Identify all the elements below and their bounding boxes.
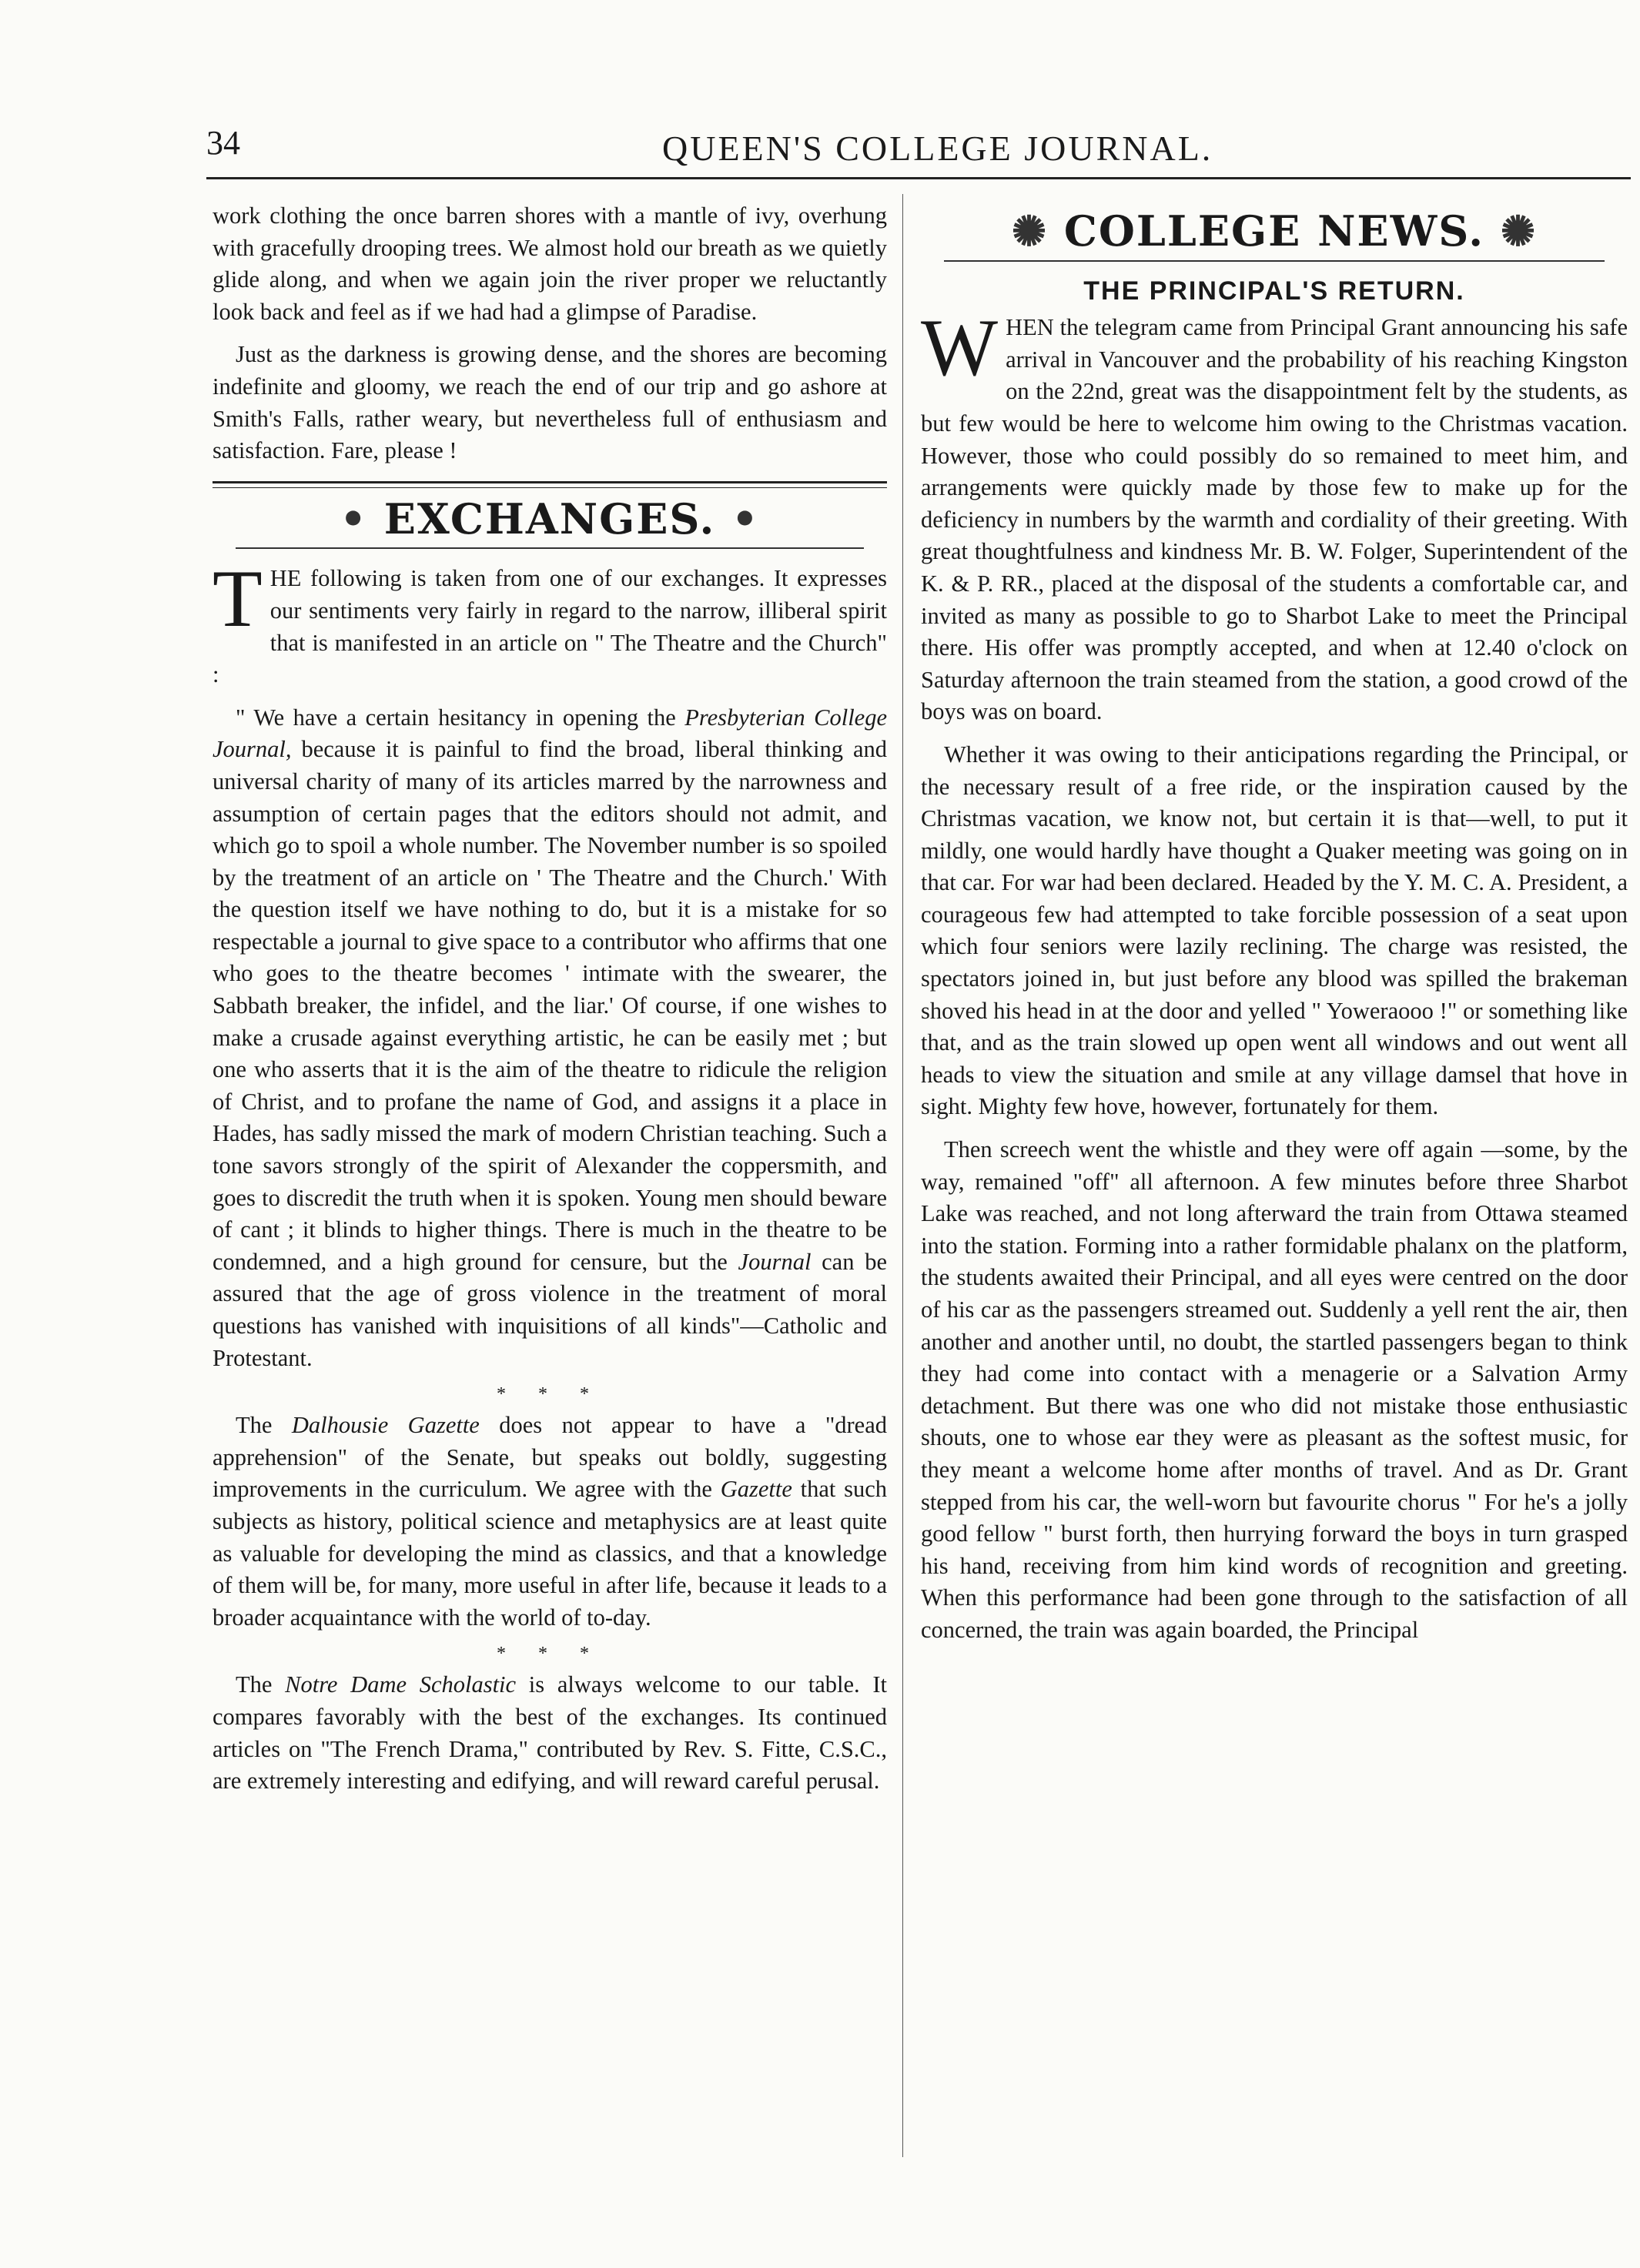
bullet-ornament-icon: •: [340, 493, 368, 544]
exchanges-heading: • EXCHANGES. •: [340, 493, 760, 544]
exchanges-intro: THE following is taken from one of our exchanges. It expresses our sentiments very fairly in regard to the narrow, illiberal spirit that is manifested in an article on " The Theatre and the Church" :: [213, 554, 887, 688]
exchanges-quote: " We have a certain hesitancy in opening the Presbyterian College Journal, because it is painful to find the broad, liberal thinking and universal charity of many of its articles marred by the narrowness and assumption of certain pages that the editors should not admit, and which go to spoil a whole number. The November number is so spoiled by the treatment of an article on ' The Theatre and the Church.' With the question itself we have nothing to do, but it is a mistake for so respectable a journal to give space to a contributor who affirms that one who goes to the theatre becomes ' intimate with the swearer, the Sabbath breaker, the infidel, and the liar.' Of course, if one wishes to make a crusade against everything artistic, he can be easily met ; but one who asserts that it is the aim of the theatre to ridicule the religion of Christ, and to profane the name of God, and assigns it a place in Hades, has sadly missed the mark of modern Christian teaching. Such a tone savors strongly of the spirit of Alexander the coppersmith, and goes to discredit the truth when it is spoken. Young men should beware of cant ; it blinds to higher things. There is much in the theatre to be condemned, and a high ground for censure, but the Journal can be assured that the age of gross violence in the treatment of moral questions has vanished with inquisitions of all kinds"—Catholic and Protestant.: [213, 704, 887, 1371]
header-rule: [206, 177, 1631, 179]
college-news-heading: ✺ COLLEGE NEWS. ✺: [1011, 206, 1538, 256]
bullet-ornament-icon: •: [731, 493, 760, 544]
dalhousie-paragraph: The Dalhousie Gazette does not appear to have a "dread apprehension" of the Senate, but speaks out boldly, suggesting improvements in the curriculum. We agree with the Gazette that such subjects as history, political science and metaphysics are at least quite as valuable for developing the mind as classics, and that a knowledge of them will be, for many, more useful in after life, because it leads to a broader acquaintance with the world of to-day.: [213, 1412, 888, 1631]
travel-paragraph-end: work clothing the once barren shores with a mantle of ivy, overhung with gracefully drooping trees. We almost hold our breath as we quietly glide along, and when we again join the river proper we reluctantly look back and feel as if we had had a glimpse of Paradise.: [213, 202, 887, 325]
asterism: * * *: [497, 1384, 603, 1405]
page-number: 34: [206, 124, 240, 162]
sunburst-ornament-icon: ✺: [1011, 206, 1049, 256]
notre-dame-paragraph: The Notre Dame Scholastic is always welcome to our table. It compares favorably with the best of the exchanges. Its continued articles on "The French Drama," contributed by Rev. S. Fitte, C.S.C., are extremely interesting and edifying, and will reward careful perusal.: [213, 1671, 887, 1795]
heading-rule: [944, 260, 1605, 262]
heading-rule: [236, 547, 864, 549]
asterism: * * *: [497, 1644, 603, 1664]
principal-paragraph-3: Then screech went the whistle and they were off again —some, by the way, remained "off" all afternoon. A few minutes before three Sharbot Lake was reached, and not long afterward the train from Ottawa steamed into the station. Forming into a rather formidable phalanx on the platform, the students awaited their Principal, and all eyes were centred on the door of his car as the passengers streamed out. Suddenly a yell rent the air, then another and another until, no doubt, the startled passengers began to think they had come into contact with a menagerie or a Salvation Army detachment. But there was one who did not mistake those enthusiastic shouts, one to whose ear they were as pleasant as the softest music, for they meant a welcome home after months of travel. And as Dr. Grant stepped from his car, the well-worn but favourite chorus " For he's a jolly good fellow " burst forth, then hurrying forward the boys in turn grasped his hand, receiving from him kind words of recognition and greeting. When this performance had been gone through to the satisfaction of all concerned, the train was again boarded, the Principal: [921, 1136, 1628, 1643]
principal-paragraph-1: WHEN the telegram came from Principal Grant announcing his safe arrival in Vancouver and the probability of his reaching Kingston on the 22nd, great was the disappointment felt by the students, as but few would be here to welcome him owing to the Christmas vacation. However, those who could possibly do so remained to meet him, and arrangements were quickly made by those few to make up for the deficiency in numbers by the warmth and cordiality of their greeting. With great thoughtfulness and kindness Mr. B. W. Folger, Superintendent of the K. & P. RR., placed at the disposal of the students a comfortable car, and invited as many as possible to go to Sharbot Lake to meet the Principal there. His offer was promptly accepted, and when at 12.40 o'clock on Saturday afternoon the train steamed from the station, a good crowd of the boys was on board.: [921, 303, 1628, 725]
running-title: QUEEN'S COLLEGE JOURNAL.: [662, 129, 1213, 168]
article-subheading: THE PRINCIPAL'S RETURN.: [1083, 276, 1465, 306]
travel-paragraph-final: Just as the darkness is growing dense, and the shores are becoming indefinite and gloomy, we reach the end of our trip and go ashore at Smith's Falls, rather weary, but nevertheless full of enthusiasm and satisfaction. Fare, please !: [213, 341, 887, 464]
right-column: [921, 200, 1628, 1658]
principal-paragraph-2: Whether it was owing to their anticipations regarding the Principal, or the necessary result of a free ride, or the inspiration caused by the Christmas vacation, we know not, but certain it is that—well, to put it mildly, one would hardly have thought a Quaker meeting was going on in that car. For war had been declared. Headed by the Y. M. C. A. President, a courageous few had attempted to take forcible possession of a seat upon which four seniors were lazily reclining. The charge was resisted, the spectators joined in, but just before any blood was spilled the brakeman shoved his head in at the door and yelled " Yoweraooo !" or something like that, and as the train slowed up open went all windows and out went all heads to view the situation and smile at any village damsel that hove in sight. Mighty few hove, however, fortunately for them.: [921, 741, 1628, 1120]
left-column: [213, 200, 887, 1808]
drop-cap: T: [213, 554, 263, 644]
section-divider: [213, 481, 887, 488]
column-divider: [902, 194, 903, 2157]
drop-cap: W: [921, 303, 999, 393]
sunburst-ornament-icon: ✺: [1500, 206, 1538, 256]
